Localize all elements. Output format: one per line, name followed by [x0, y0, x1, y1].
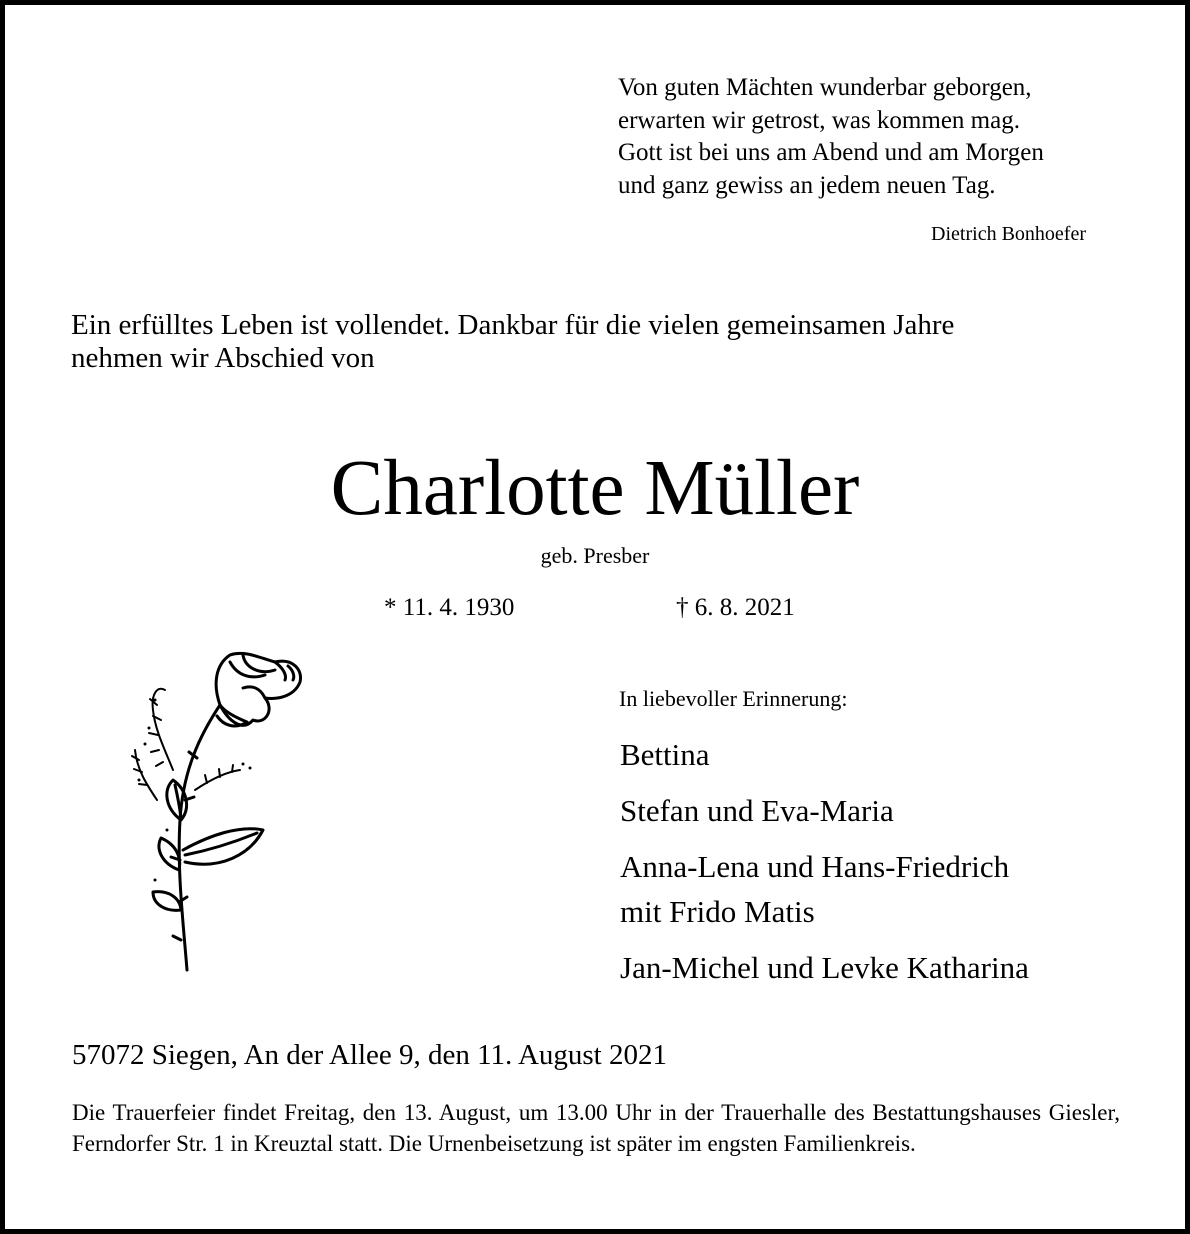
rose-icon: [125, 640, 325, 980]
poem-author: Dietrich Bonhoefer: [931, 223, 1086, 245]
mourner-name: Anna-Lena und Hans-Friedrich: [620, 849, 1010, 884]
deceased-name: Charlotte Müller: [330, 445, 860, 532]
poem-line: und ganz gewiss an jedem neuen Tag.: [618, 171, 996, 199]
maiden-name: geb. Presber: [540, 543, 650, 568]
mourner-name: Bettina: [620, 737, 710, 772]
place-date: 57072 Siegen, An der Allee 9, den 11. August 2021: [72, 1039, 667, 1071]
poem-line: Von guten Mächten wunderbar geborgen,: [618, 74, 1032, 101]
memory-label: In liebevoller Erinnerung:: [619, 686, 848, 711]
poem-line: erwarten wir getrost, was kommen mag.: [618, 106, 1020, 134]
poem-line: Gott ist bei uns am Abend und am Morgen: [618, 139, 1044, 166]
poem-block: [618, 72, 1044, 202]
birth-date: * 11. 4. 1930: [384, 594, 515, 621]
mourners-list: [620, 732, 1029, 1001]
death-date: † 6. 8. 2021: [676, 594, 795, 621]
mourner-entry: [620, 732, 1029, 777]
mourner-name: Jan-Michel und Levke Katharina: [620, 950, 1029, 985]
mourner-name: Stefan und Eva-Maria: [620, 793, 894, 828]
intro-text: [71, 309, 954, 375]
mourner-entry: [620, 788, 1029, 833]
intro-line: nehmen wir Abschied von: [71, 342, 375, 374]
service-info: Die Trauerfeier findet Freitag, den 13. August, um 13.00 Uhr in der Trauerhalle des Bestattungshauses Giesler, Ferndorfer Str. 1 in Kreuztal statt. Die Urnenbeisetzung ist später im engsten Familienkreis.: [72, 1100, 1120, 1156]
mourner-entry: [620, 945, 1029, 990]
mourner-name: mit Frido Matis: [620, 894, 815, 929]
intro-line: Ein erfülltes Leben ist vollendet. Dankbar für die vielen gemeinsamen Jahre: [71, 309, 955, 341]
mourner-entry: [620, 844, 1029, 934]
